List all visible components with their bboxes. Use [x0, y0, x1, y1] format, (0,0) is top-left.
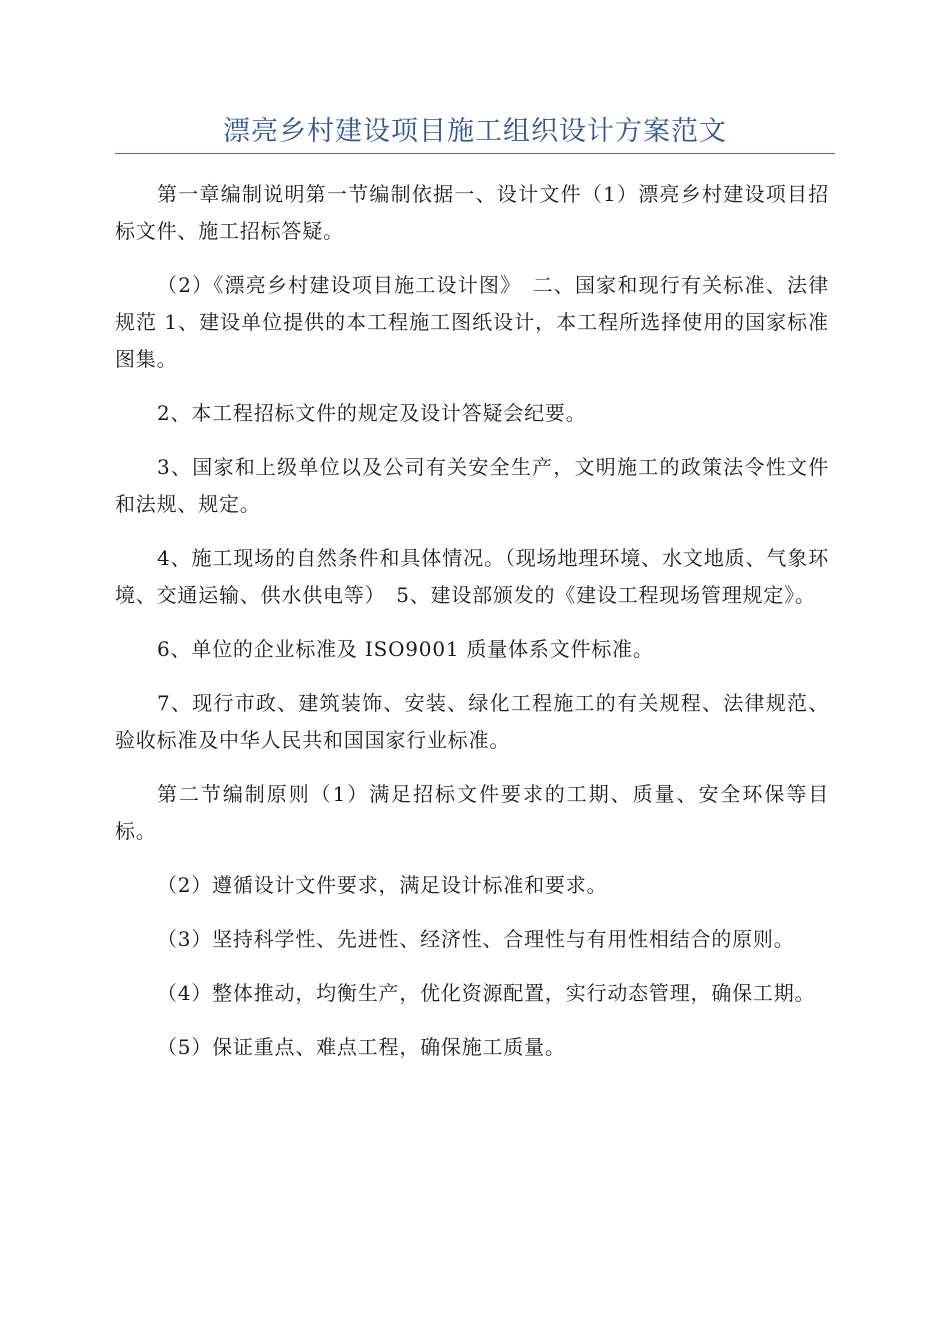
document-title: 漂亮乡村建设项目施工组织设计方案范文 [223, 116, 727, 147]
paragraph: 4、施工现场的自然条件和具体情况。（现场地理环境、水文地质、气象环境、交通运输、供水供电等） 5、建设部颁发的《建设工程现场管理规定》。 [115, 546, 829, 607]
paragraph: 3、国家和上级单位以及公司有关安全生产，文明施工的政策法令性文件和法规、规定。 [115, 455, 829, 516]
paragraph: 6、单位的企业标准及 ISO9001 质量体系文件标准。 [157, 637, 654, 661]
paragraph: 第二节编制原则（1）满足招标文件要求的工期、质量、安全环保等目标。 [115, 782, 829, 843]
paragraph: （5）保证重点、难点工程，确保施工质量。 [157, 1035, 566, 1059]
document-body [115, 176, 829, 1083]
paragraph: （3）坚持科学性、先进性、经济性、合理性与有用性相结合的原则。 [157, 927, 795, 951]
paragraph: （2）遵循设计文件要求，满足设计标准和要求。 [157, 873, 608, 897]
paragraph: （2）《漂亮乡村建设项目施工设计图》 二、国家和现行有关标准、法律规范 1、建设单位提供的本工程施工图纸设计，本工程所选择使用的国家标准图集。 [115, 273, 829, 371]
paragraph: 7、现行市政、建筑装饰、安装、绿化工程施工的有关规程、法律规范、验收标准及中华人民共和国国家行业标准。 [115, 691, 829, 752]
paragraph: 2、本工程招标文件的规定及设计答疑会纪要。 [157, 401, 587, 425]
paragraph: （4）整体推动，均衡生产，优化资源配置，实行动态管理，确保工期。 [157, 981, 816, 1005]
paragraph: 第一章编制说明第一节编制依据一、设计文件（1）漂亮乡村建设项目招标文件、施工招标答疑。 [115, 182, 829, 243]
title-underline [115, 153, 835, 154]
